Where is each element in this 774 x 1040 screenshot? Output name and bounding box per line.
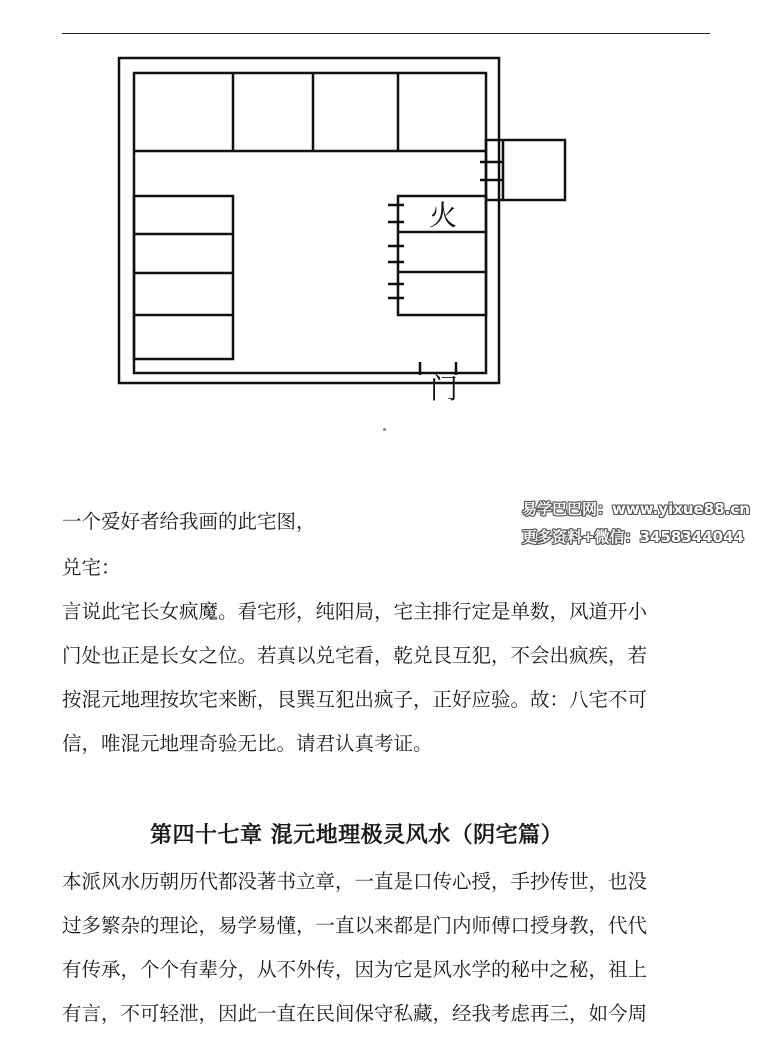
chapter-line: 有传承，个个有辈分，从不外传，因为它是风水学的秘中之秘，祖上 (62, 958, 648, 981)
analysis-line: 言说此宅长女疯魔。看宅形，纯阳局，宅主排行定是单数，风道开小 (62, 600, 648, 623)
intro-line: 一个爱好者给我画的此宅图， (62, 510, 316, 533)
watermark-contact: 更多资料+微信：3458344044 (522, 528, 744, 546)
chapter-line: 有言，不可轻泄，因此一直在民间保守私藏，经我考虑再三，如今周 (62, 1002, 648, 1025)
analysis-line: 门处也正是长女之位。若真以兑宅看，乾兑艮互犯，不会出疯疾，若 (62, 644, 648, 667)
house-floor-plan (0, 0, 774, 440)
analysis-line: 按混元地理按坎宅来断，艮巽互犯出疯子，正好应验。故：八宅不可 (62, 688, 648, 711)
chapter-line: 过多繁杂的理论，易学易懂，一直以来都是门内师傅口授身教，代代 (62, 914, 648, 937)
analysis-paragraph (62, 590, 722, 766)
chapter-title: 第四十七章 混元地理极灵风水（阴宅篇） (150, 822, 564, 848)
chapter-paragraph (62, 860, 722, 1036)
door-label: 门 (430, 372, 459, 405)
left-room-block (134, 196, 233, 359)
chapter-line: 本派风水历朝历代都没著书立章，一直是口传心授，手抄传世，也没 (62, 870, 648, 893)
analysis-line: 信，唯混元地理奇验无比。请君认真考证。 (62, 732, 433, 755)
fire-label: 火 (429, 199, 458, 232)
scan-dot (383, 428, 386, 431)
watermark-site: 易学巴巴网：www.yixue88.cn (522, 500, 750, 518)
dui-zhai-label: 兑宅： (62, 556, 121, 579)
